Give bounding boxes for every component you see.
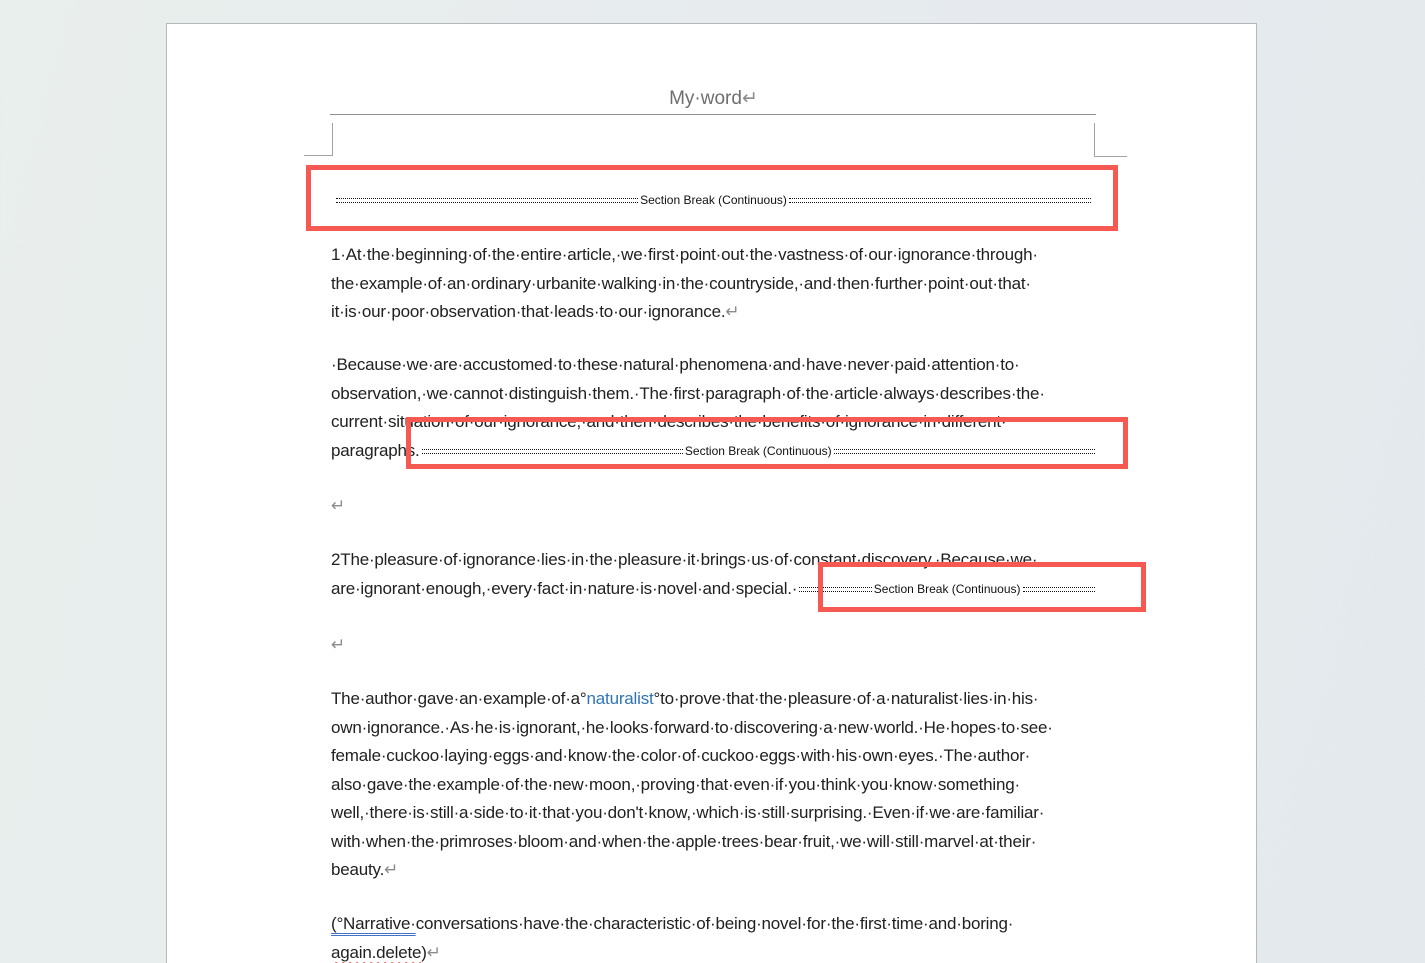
text-line: ·Because·we·are·accustomed·to·these·natural·phenomena·and·have·never·paid·attention·to· [331, 355, 1020, 374]
empty-paragraph [331, 492, 1097, 521]
text-run: are·ignorant·enough,·every·fact·in·nature·is·novel·and·special.· [331, 578, 798, 598]
text-line: own·ignorance.·As·he·is·ignorant,·he·looks·forward·to·discovering·a·new·world.·He·hopes·to·see· [331, 717, 1053, 737]
paragraph-mark-icon: ↵ [331, 635, 346, 654]
naturalist-link[interactable]: naturalist [586, 689, 654, 708]
text-run: it·is·our·poor·observation·that·leads·to·our·ignorance. [331, 302, 726, 321]
text-line [331, 910, 1097, 939]
section-break-label: Section Break (Continuous) [640, 193, 787, 207]
spellcheck-flagged-text: again.delete [331, 942, 422, 962]
text-line: observation,·we·cannot·distinguish·them.·The·first·paragraph·of·the·article·always·describes·the· [331, 383, 1045, 403]
text-run: paragraphs. [331, 440, 420, 460]
section-break-label: Section Break (Continuous) [873, 581, 1021, 596]
text-line: current·situation·of·our·ignorance,·and·then·describes·the·benefits·of·ignorance·in·different· [331, 412, 1007, 431]
header-boundary-line [330, 114, 1096, 115]
text-line: female·cuckoo·laying·eggs·and·know·the·color·of·cuckoo·eggs·with·his·own·eyes.·The·author· [331, 746, 1031, 765]
empty-paragraph [331, 631, 1097, 660]
text-line: with·when·the·primroses·bloom·and·when·the·apple·trees·bear·fruit,·we·will·still·marvel·at·their· [331, 831, 1037, 851]
annotation-box-section-break-3 [818, 562, 1146, 612]
text-run: The·author·gave·an·example·of·a° [331, 689, 587, 708]
text-line: well,·there·is·still·a·side·to·it·that·you·don't·know,·which·is·still·surprising.·Even·if·we·are·familiar· [331, 803, 1045, 822]
text-line: 1·At·the·beginning·of·the·entire·article,·we·first·point·out·the·vastness·of·our·ignorance·through· [331, 245, 1038, 264]
text-run: beauty. [331, 860, 385, 879]
paragraph-4 [331, 685, 1097, 885]
section-break-label: Section Break (Continuous) [684, 443, 832, 458]
text-line [331, 939, 1097, 963]
margin-crop-mark-left-vertical [332, 123, 333, 156]
paragraph-mark-icon: ↵ [426, 942, 441, 962]
text-run: ) [421, 942, 427, 962]
paragraph-mark-icon: ↵ [331, 496, 346, 515]
text-run: conversations·have·the·characteristic·of·being·novel·for·the·first·time·and·boring· [415, 914, 1014, 933]
margin-crop-mark-right-vertical [1094, 123, 1095, 157]
annotation-box-section-break-2 [406, 417, 1128, 469]
annotation-box-section-break-1 [306, 165, 1118, 231]
grammar-checked-text: (°Narrative· [331, 914, 416, 933]
text-line [331, 856, 1097, 885]
text-run: °to·prove·that·the·pleasure·of·a·naturalist·lies·in·his· [653, 689, 1039, 708]
text-line [331, 298, 1097, 327]
word-document-page[interactable] [166, 23, 1257, 963]
paragraph-mark-icon: ↵ [741, 88, 758, 109]
text-line: the·example·of·an·ordinary·urbanite·walking·in·the·countryside,·and·then·further·point·out·that· [331, 273, 1031, 293]
header-title-text: My·word [669, 88, 742, 109]
margin-crop-mark-left-horizontal [304, 155, 332, 156]
paragraph-mark-icon: ↵ [725, 302, 740, 321]
paragraph-5 [331, 910, 1097, 963]
paragraph-1 [331, 241, 1097, 327]
paragraph-mark-icon: ↵ [384, 860, 399, 879]
text-line [331, 685, 1097, 714]
text-line: 2The·pleasure·of·ignorance·lies·in·the·pleasure·it·brings·us·of·constant·discovery.·Because·we· [331, 550, 1038, 569]
margin-crop-mark-right-horizontal [1094, 156, 1127, 157]
text-line: also·gave·the·example·of·the·new·moon,·proving·that·even·if·you·think·you·know·something· [331, 774, 1020, 794]
document-header-title [331, 87, 1096, 114]
